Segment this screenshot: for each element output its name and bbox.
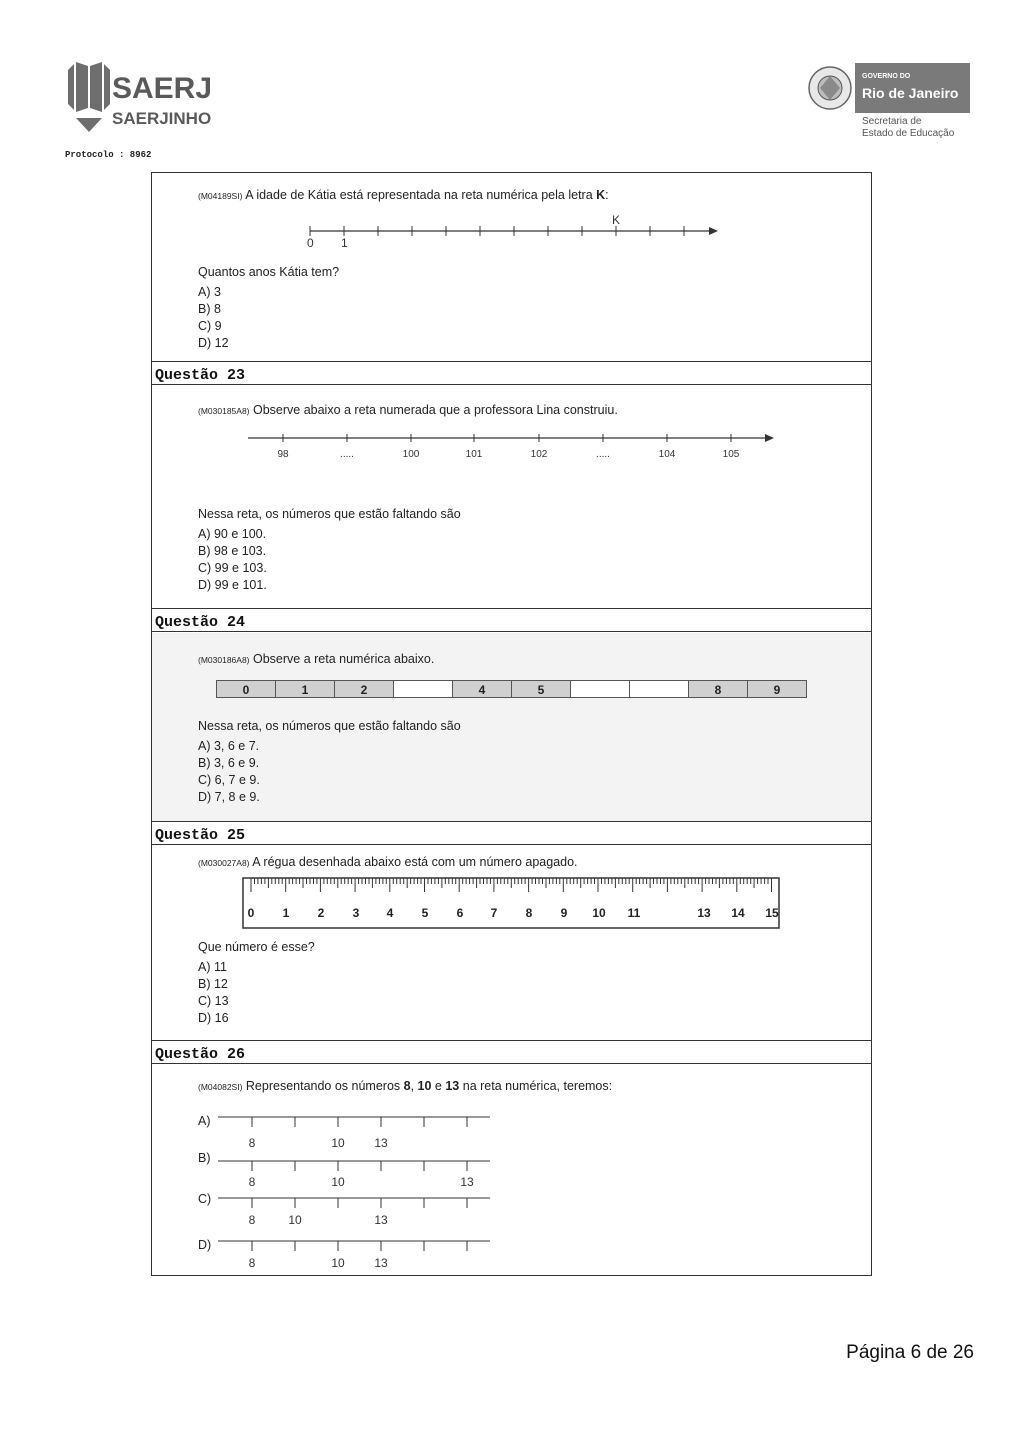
svg-text:10: 10 — [288, 1213, 302, 1227]
option-d[interactable]: D) 12 — [198, 336, 229, 350]
page-number: Página 6 de 26 — [846, 1342, 974, 1363]
option-b[interactable]: B) — [198, 1151, 211, 1165]
question-stem: (M04189SI) A idade de Kátia está representada na reta numérica pela letra K: — [198, 188, 609, 202]
option-a[interactable]: A) 3, 6 e 7. — [198, 739, 260, 753]
question-23 — [152, 385, 871, 608]
svg-text:SAERJINHO: SAERJINHO — [112, 109, 212, 128]
option-d[interactable]: D) 16 — [198, 1011, 229, 1025]
questions-frame — [151, 172, 872, 1276]
svg-text:15: 15 — [765, 906, 779, 920]
svg-text:1: 1 — [341, 236, 348, 249]
option-c[interactable]: C) — [198, 1192, 212, 1206]
question-24-header: Questão 24 — [152, 608, 871, 632]
svg-text:101: 101 — [465, 449, 483, 460]
svg-text:8: 8 — [248, 1213, 256, 1227]
number-line — [302, 213, 722, 249]
svg-text:8: 8 — [248, 1256, 256, 1270]
question-code: (M04082SI) — [198, 1082, 243, 1092]
option-a[interactable]: A) 90 e 100. — [198, 527, 267, 541]
svg-text:104: 104 — [658, 449, 676, 460]
svg-text:4: 4 — [386, 906, 394, 920]
option-d[interactable]: D) 99 e 101. — [198, 578, 267, 592]
question-26-header: Questão 26 — [152, 1040, 871, 1064]
svg-text:98: 98 — [277, 449, 289, 460]
question-code: (M030185A8) — [198, 406, 250, 416]
question-25 — [152, 846, 871, 1040]
svg-text:9: 9 — [773, 683, 781, 697]
svg-text:13: 13 — [460, 1175, 474, 1189]
svg-text:8: 8 — [248, 1136, 256, 1150]
svg-text:102: 102 — [530, 449, 548, 460]
svg-text:.....: ..... — [340, 449, 354, 460]
option-a-number-line[interactable] — [218, 1112, 498, 1156]
option-d[interactable]: D) 7, 8 e 9. — [198, 790, 260, 804]
question-stem: (M030186A8) Observe a reta numérica abaixo. — [198, 652, 435, 666]
number-line — [248, 429, 778, 465]
svg-text:10: 10 — [331, 1175, 345, 1189]
option-a[interactable]: A) 11 — [198, 960, 227, 974]
question-26 — [152, 1064, 871, 1275]
option-c[interactable]: C) 99 e 103. — [198, 561, 267, 575]
saerj-logo — [66, 60, 226, 140]
svg-text:100: 100 — [402, 449, 420, 460]
svg-text:1: 1 — [301, 683, 309, 697]
question-stem: (M030027A8) A régua desenhada abaixo está com um número apagado. — [198, 855, 578, 869]
question-code: (M030186A8) — [198, 655, 250, 665]
option-c[interactable]: C) 13 — [198, 994, 229, 1008]
svg-text:5: 5 — [537, 683, 545, 697]
option-d[interactable]: D) — [198, 1238, 212, 1252]
svg-text:13: 13 — [374, 1136, 388, 1150]
svg-text:0: 0 — [242, 683, 250, 697]
svg-text:11: 11 — [627, 906, 641, 920]
question-24 — [152, 633, 871, 821]
svg-text:8: 8 — [714, 683, 722, 697]
option-a[interactable]: A) — [198, 1114, 211, 1128]
protocol-number: Protocolo : 8962 — [65, 150, 152, 160]
option-d-number-line[interactable] — [218, 1236, 498, 1276]
svg-text:10: 10 — [331, 1256, 345, 1270]
question-code: (M04189SI) — [198, 191, 243, 201]
ruler — [242, 877, 782, 931]
question-code: (M030027A8) — [198, 858, 250, 868]
option-c[interactable]: C) 9 — [198, 319, 222, 333]
question-stem: (M030185A8) Observe abaixo a reta numerada que a professora Lina construiu. — [198, 403, 618, 417]
svg-text:0: 0 — [247, 906, 255, 920]
option-c-number-line[interactable] — [218, 1193, 498, 1235]
svg-text:2: 2 — [360, 683, 368, 697]
svg-text:13: 13 — [697, 906, 711, 920]
svg-text:9: 9 — [560, 906, 568, 920]
question-prompt: Que número é esse? — [198, 940, 315, 954]
question-prompt: Nessa reta, os números que estão faltando são — [198, 507, 461, 521]
option-b[interactable]: B) 12 — [198, 977, 228, 991]
question-25-header: Questão 25 — [152, 821, 871, 845]
svg-text:8: 8 — [525, 906, 533, 920]
question-prompt: Nessa reta, os números que estão faltando são — [198, 719, 461, 733]
svg-text:SAERJ: SAERJ — [112, 72, 213, 105]
svg-text:Rio de Janeiro: Rio de Janeiro — [862, 85, 959, 101]
number-strip — [216, 680, 810, 700]
svg-text:13: 13 — [374, 1213, 388, 1227]
svg-text:GOVERNO DO: GOVERNO DO — [862, 73, 911, 80]
svg-text:14: 14 — [731, 906, 745, 920]
svg-text:4: 4 — [478, 683, 486, 697]
svg-text:Estado de Educação: Estado de Educação — [862, 128, 955, 139]
question-stem: (M04082SI) Representando os números 8, 10 e 13 na reta numérica, teremos: — [198, 1079, 613, 1093]
svg-text:Secretaria de: Secretaria de — [862, 116, 922, 127]
option-c[interactable]: C) 6, 7 e 9. — [198, 773, 260, 787]
rio-de-janeiro-logo — [806, 60, 976, 142]
svg-text:105: 105 — [722, 449, 740, 460]
svg-text:10: 10 — [592, 906, 606, 920]
question-prompt: Quantos anos Kátia tem? — [198, 265, 340, 279]
question-23-header: Questão 23 — [152, 361, 871, 385]
option-b[interactable]: B) 3, 6 e 9. — [198, 756, 260, 770]
option-b[interactable]: B) 8 — [198, 302, 221, 316]
svg-text:3: 3 — [352, 906, 360, 920]
svg-text:0: 0 — [307, 236, 314, 249]
question-22 — [152, 173, 871, 361]
svg-text:2: 2 — [317, 906, 325, 920]
k-marker: K — [612, 213, 621, 227]
svg-text:7: 7 — [490, 906, 498, 920]
svg-text:8: 8 — [248, 1175, 256, 1189]
svg-text:13: 13 — [374, 1256, 388, 1270]
svg-text:5: 5 — [421, 906, 429, 920]
svg-text:.....: ..... — [596, 449, 610, 460]
option-b[interactable]: B) 98 e 103. — [198, 544, 267, 558]
option-b-number-line[interactable] — [218, 1156, 498, 1196]
svg-text:6: 6 — [456, 906, 464, 920]
svg-text:10: 10 — [331, 1136, 345, 1150]
svg-text:1: 1 — [282, 906, 290, 920]
option-a[interactable]: A) 3 — [198, 285, 221, 299]
